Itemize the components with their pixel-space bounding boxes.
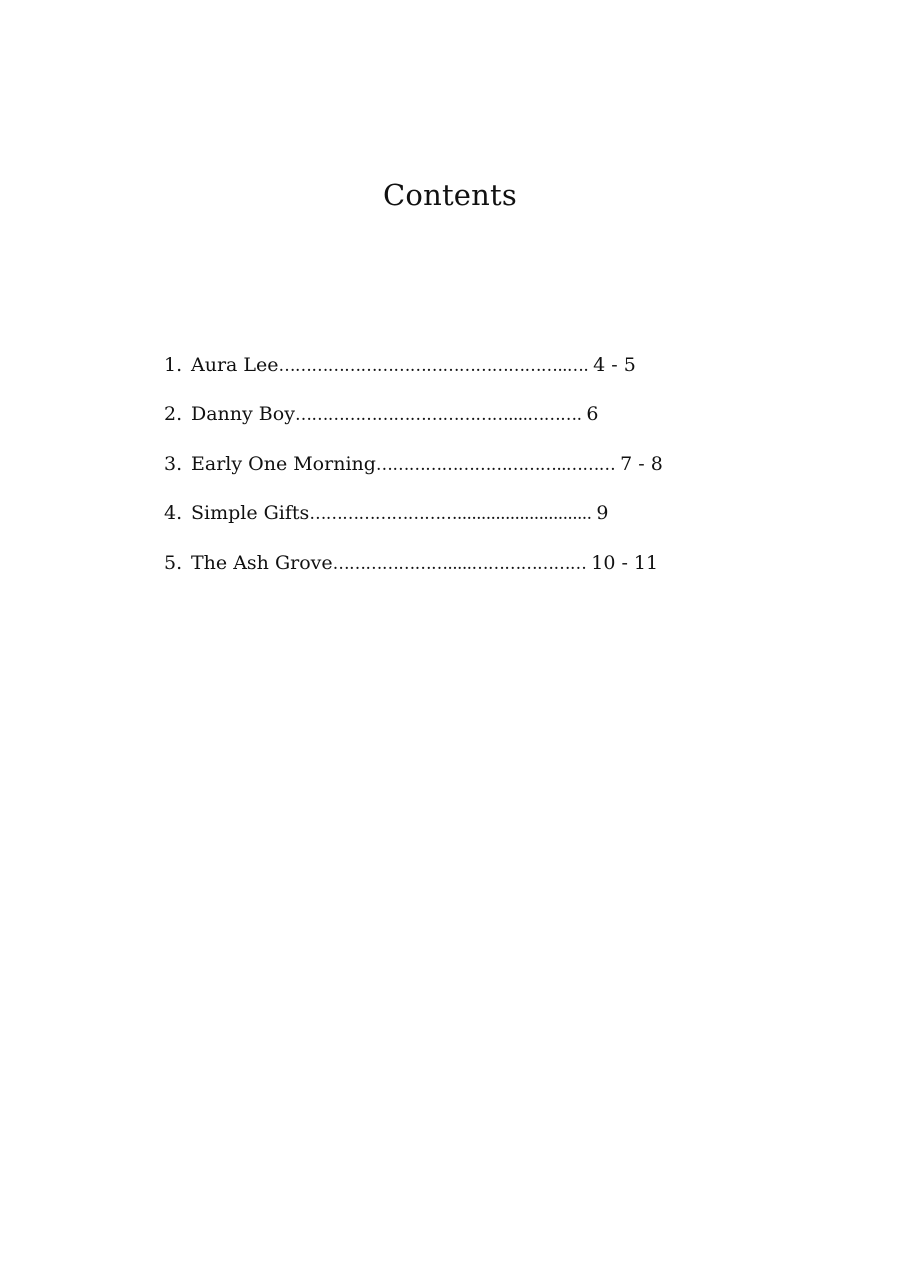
page-title: Contents (383, 178, 517, 212)
toc-entry-leader: ……………………………………………..…. (278, 355, 589, 376)
toc-entry-title: Early One Morning (191, 452, 376, 475)
table-of-contents (164, 340, 663, 588)
toc-entry (164, 439, 663, 489)
toc-entry (164, 340, 663, 390)
toc-entry-pages: 9 (596, 502, 609, 525)
toc-entry-number: 1. (164, 353, 183, 376)
toc-entry-title: The Ash Grove (191, 551, 333, 574)
toc-entry-leader: ……………………………..……… (375, 454, 616, 475)
toc-entry-leader: ………………….....………………… (332, 553, 587, 574)
toc-entry-pages: 4 - 5 (593, 353, 636, 376)
toc-entry-pages: 6 (586, 403, 599, 426)
toc-entry-title: Simple Gifts (191, 502, 310, 525)
toc-entry-number: 2. (164, 403, 183, 426)
toc-entry-number: 3. (164, 452, 183, 475)
toc-entry-leader: ………………………............................ (309, 504, 592, 525)
toc-entry-title: Aura Lee (191, 353, 279, 376)
toc-entry (164, 538, 663, 588)
toc-entry-number: 5. (164, 551, 183, 574)
toc-entry-pages: 10 - 11 (591, 551, 659, 574)
toc-entry-pages: 7 - 8 (620, 452, 663, 475)
toc-entry-title: Danny Boy (191, 403, 295, 426)
toc-entry-number: 4. (164, 502, 183, 525)
toc-entry (164, 489, 663, 539)
toc-entry (164, 390, 663, 440)
toc-entry-leader: …………………………………....………. (294, 405, 582, 426)
